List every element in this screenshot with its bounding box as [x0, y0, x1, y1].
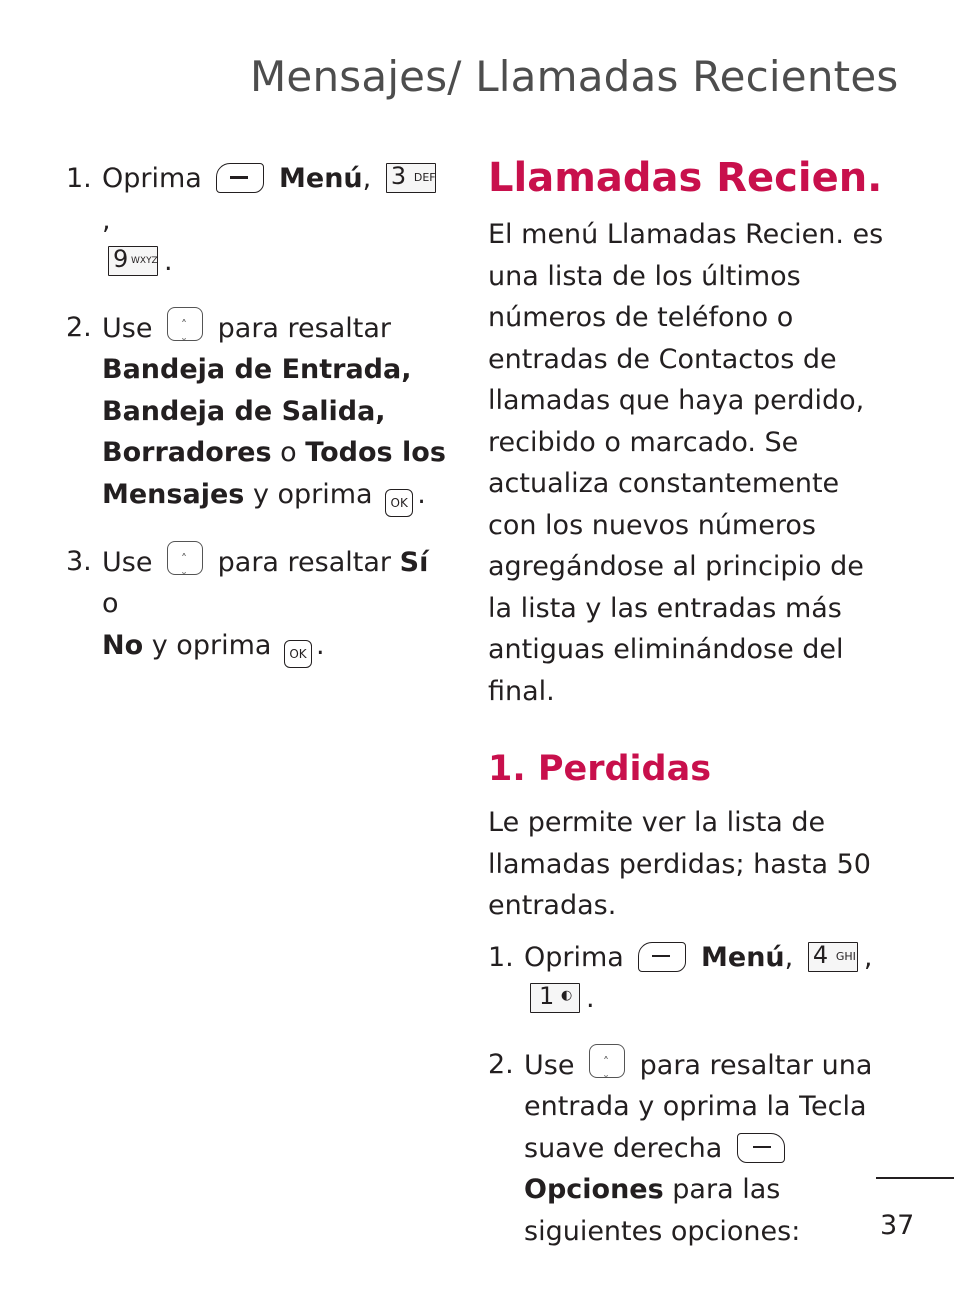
- page-number: 37: [880, 1210, 915, 1241]
- key-3-def-icon: 3 DEF: [386, 163, 436, 193]
- navigation-key-icon: [589, 1044, 625, 1078]
- right-column: [488, 150, 888, 1252]
- menu-label: Menú: [701, 941, 785, 973]
- step-number: 2.: [66, 311, 92, 343]
- step-number: 1.: [66, 163, 92, 194]
- voicemail-icon: ◐: [561, 988, 573, 1003]
- left-step-3: 3. Use ˄ ˅ para resaltar Sí o No y oprima OK .: [66, 541, 446, 668]
- left-step-1: 1. Oprima Menú, 3 DEF , 9 WXYZ .: [66, 158, 446, 283]
- key-4-ghi-icon: 4 GHI: [808, 942, 858, 972]
- step-number: 2.: [488, 1048, 514, 1080]
- key-9-wxyz-icon: 9 WXYZ: [108, 246, 158, 276]
- step-number: 3.: [66, 545, 92, 577]
- subsection-description: Le permite ver la lista de llamadas perdidas; hasta 50 entradas.: [488, 807, 871, 921]
- section-title: Llamadas Recien.: [488, 155, 883, 201]
- navigation-key-icon: [167, 541, 203, 575]
- section-intro: El menú Llamadas Recien. es una lista de los últimos números de teléfono o entradas de Contactos de llamadas que haya perdido, recibido o marcado. Se actualiza constantemente con los nuevos números agregándose al principio de la lista y las entradas más antiguas eliminándose del final.: [488, 219, 884, 707]
- left-soft-key-icon: [216, 163, 264, 193]
- right-step-2: 2. Use ˄ ˅ para resaltar una entrada y oprima la Tecla suave derecha Opciones para las siguientes opciones:: [488, 1044, 888, 1253]
- footer-rule: [876, 1177, 954, 1179]
- left-soft-key-icon: [638, 942, 686, 972]
- navigation-key-icon: [167, 307, 203, 341]
- page-header: Mensajes/ Llamadas Recientes: [250, 52, 899, 101]
- right-soft-key-icon: [737, 1133, 785, 1163]
- ok-key-icon: OK: [385, 489, 413, 517]
- right-step-1: 1. Oprima Menú, 4 GHI , 1 ◐ .: [488, 937, 888, 1020]
- left-step-2: 2. Use ˄ ˅ para resaltar Bandeja de Entrada, Bandeja de Salida, Borradores o Todos los Mensajes y oprima OK .: [66, 307, 446, 517]
- key-1-voicemail-icon: 1 ◐: [530, 983, 580, 1013]
- menu-label: Menú: [279, 163, 363, 194]
- left-column: [66, 158, 446, 692]
- ok-key-icon: OK: [284, 640, 312, 668]
- options-label: Opciones: [524, 1174, 664, 1205]
- subsection-title: 1. Perdidas: [488, 749, 712, 789]
- step-number: 1.: [488, 941, 514, 973]
